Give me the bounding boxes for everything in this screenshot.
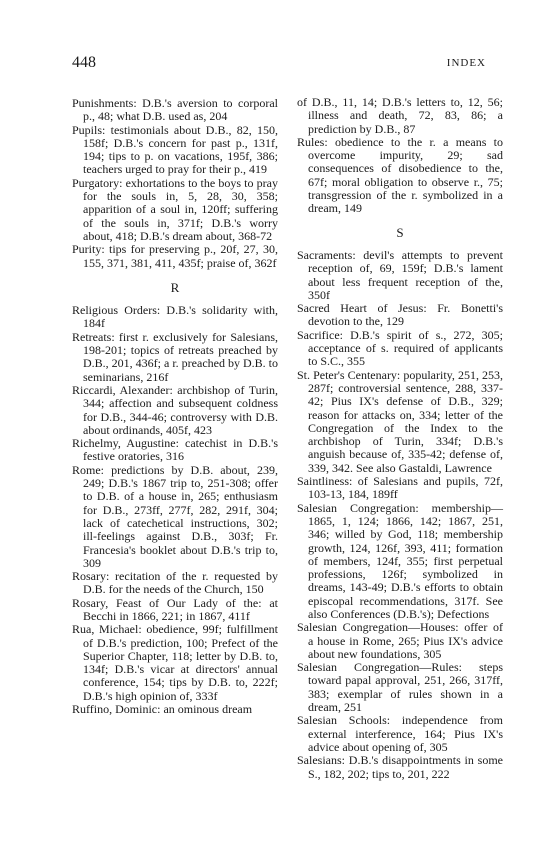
index-entry: St. Peter's Centenary: popularity, 251, 253, 287f; controversial sentence, 288, 337-42; Pius IX's defense of D.B., 329; reason for attacks on, 334; letter of the Congregation of the Index to the archbishop of Turin, 334f; D.B.'s anguish because of, 335-42; defense of, 339, 342. See also Gastaldi, Lawrence <box>297 367 503 475</box>
index-entry: Punishments: D.B.'s aversion to corporal p., 48; what D.B. used as, 204 <box>72 96 278 124</box>
index-entry: Purgatory: exhortations to the boys to pray for the souls in, 5, 28, 30, 358; apparition of a soul in, 120ff; suffering of the souls in, 371f; D.B.'s worry about, 418; D.B.'s dream about, 368-72 <box>72 175 278 243</box>
index-entry: Sacred Heart of Jesus: Fr. Bonetti's devotion to the, 129 <box>297 301 503 329</box>
index-entry: Rua, Michael: obedience, 99f; fulfillment of D.B.'s prediction, 100; Prefect of the Superior Chapter, 118; letter by D.B. to, 134f; D.B.'s vicar at directors' annual conference, 154; tips by D.B. to, 222f; D.B.'s high opinion of, 333f <box>72 622 278 703</box>
running-head: INDEX <box>446 57 486 69</box>
index-entry: Salesian Congregation—Rules: steps toward papal approval, 251, 266, 317ff, 383; exemplar of rules shown in a dream, 251 <box>297 660 503 715</box>
index-entry: Salesians: D.B.'s disappointments in some S., 182, 202; tips to, 201, 222 <box>297 753 503 781</box>
index-entry: Riccardi, Alexander: archbishop of Turin, 344; affection and subsequent coldness for D.B., 344-46; controversy with D.B. about ordinands, 405f, 423 <box>72 382 278 437</box>
index-entry: Rosary: recitation of the r. requested by D.B. for the needs of the Church, 150 <box>72 569 278 597</box>
index-entry: Pupils: testimonials about D.B., 82, 150, 158f; D.B.'s concern for past p., 131f, 194; tips to p. on vacations, 195f, 386; teachers urged to pray for their p., 419 <box>72 122 278 177</box>
page-number: 448 <box>72 54 96 71</box>
index-entry: Rosary, Feast of Our Lady of the: at Becchi in 1866, 221; in 1867, 411f <box>72 595 278 623</box>
index-entry: Sacraments: devil's attempts to prevent reception of, 69, 159f; D.B.'s lament about less frequent reception of the, 350f <box>297 247 503 302</box>
index-entry: Retreats: first r. exclusively for Salesians, 198-201; topics of retreats preached by D.B., 201, 436f; a r. preached by D.B. to seminarians, 216f <box>72 329 278 384</box>
right-column <box>297 96 503 781</box>
index-entry: Salesian Schools: independence from external interference, 164; Pius IX's advice about opening of, 305 <box>297 713 503 754</box>
index-entry: Saintliness: of Salesians and pupils, 72f, 103-13, 184, 189ff <box>297 474 503 502</box>
index-entry: Religious Orders: D.B.'s solidarity with, 184f <box>72 303 278 331</box>
index-entry: Salesian Congregation: membership—1865, 1, 124; 1866, 142; 1867, 251, 346; willed by God, 118; membership growth, 124, 126f, 393, 411; formation of members, 124f, 355; first perpetual professions, 126f; symbolized in dreams, 143-49; D.B.'s efforts to obtain episcopal recommendations, 317f. See also Conferences (D.B.'s); Defections <box>297 500 503 621</box>
index-entry: Salesian Congregation—Houses: offer of a house in Rome, 265; Pius IX's advice about new foundations, 305 <box>297 620 503 661</box>
index-entry: Sacrifice: D.B.'s spirit of s., 272, 305; acceptance of s. required of applicants to S.C., 355 <box>297 327 503 369</box>
index-entry: Purity: tips for preserving p., 20f, 27, 30, 155, 371, 381, 411, 435f; praise of, 362f <box>72 242 278 270</box>
left-column <box>72 97 278 716</box>
index-entry: of D.B., 11, 14; D.B.'s letters to, 12, 56; illness and death, 72, 83, 86; a prediction by D.B., 87 <box>297 95 503 136</box>
index-entry: Rules: obedience to the r. a means to overcome impurity, 29; sad consequences of disobedience to the, 67f; moral obligation to observe r., 75; transgression of the r. symbolized in a dream, 149 <box>297 134 503 216</box>
index-entry: Ruffino, Dominic: an ominous dream <box>72 702 253 717</box>
index-entry: Richelmy, Augustine: catechist in D.B.'s festive oratories, 316 <box>72 436 278 464</box>
section-letter-r: R <box>170 279 180 295</box>
section-letter-s: S <box>396 224 404 240</box>
index-entry: Rome: predictions by D.B. about, 239, 249; D.B.'s 1867 trip to, 251-308; offer to D.B. of a house in, 265; enthusiasm for D.B., 273ff, 277f, 282, 291f, 304; lack of catechetical instructions, 302; ill-feelings against D.B., 303f; Fr. Francesia's booklet about D.B.'s trip to, 309 <box>72 462 278 570</box>
